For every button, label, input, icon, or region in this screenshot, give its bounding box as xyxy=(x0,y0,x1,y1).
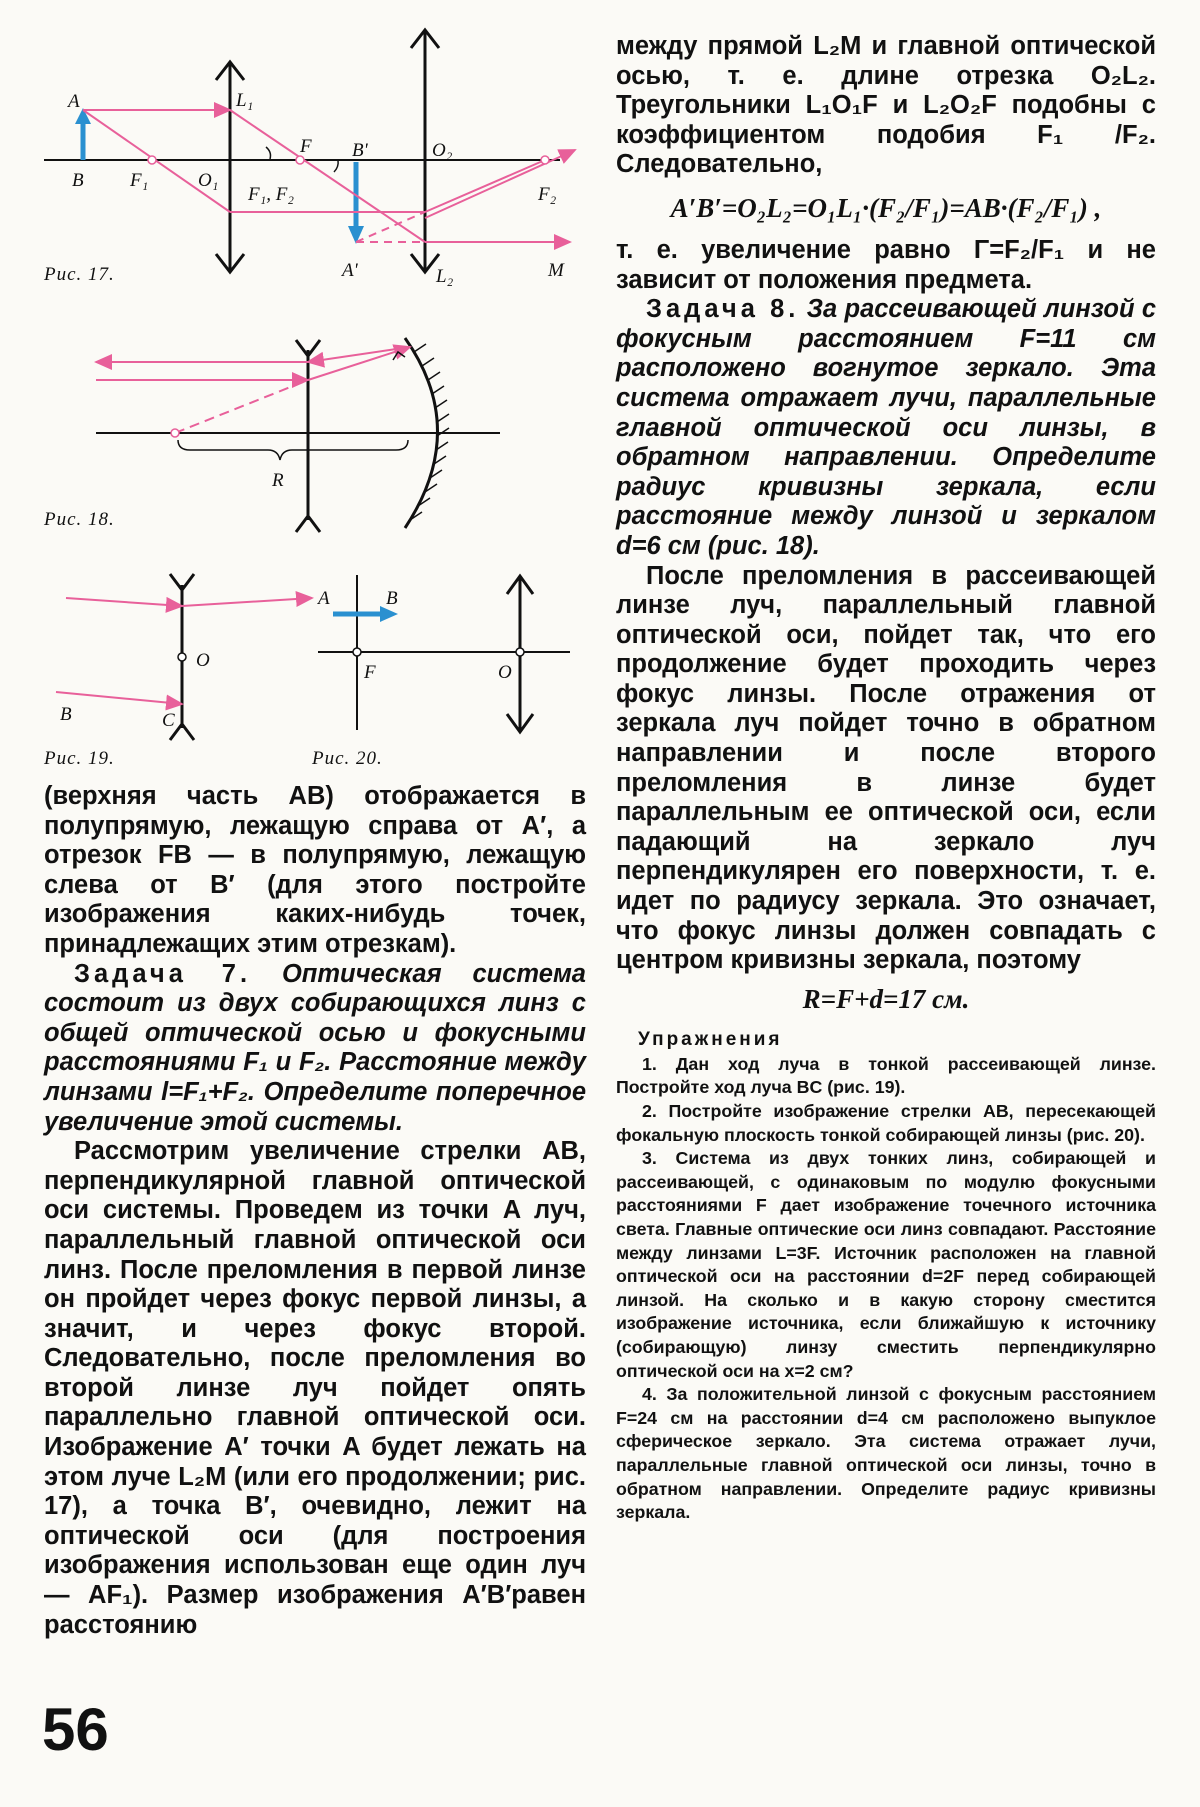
label-R: R xyxy=(272,470,284,491)
label-Bp: B' xyxy=(352,140,368,161)
exercise-3: 3. Система из двух тонких линз, собирающей и рассеивающей, с одинаковым по модулю фокусными расстояниями F дает изображение точечного источника света. Главные оптические оси линз совпадают. Расстояние между линзами L=3F. Источник расположен на главной оптической оси на расстоянии d=2F перед собирающей линзой. На сколько и в какую сторону сместится изображение источника, если ближайшую к источнику (собирающую) линзу сместить перпендикулярно оптической оси на x=2 см? xyxy=(616,1148,1156,1381)
left-column xyxy=(44,782,586,1640)
label-F2: F₂ xyxy=(538,184,557,205)
exercise-2: 2. Постройте изображение стрелки AB, пересекающей фокальную плоскость тонкой собирающей линзы (рис. 20). xyxy=(616,1101,1156,1145)
exercise-4: 4. За положительной линзой с фокусным расстоянием F=24 см на расстоянии d=4 см расположено выпуклое сферическое зеркало. Эта система отражает лучи, параллельные главной оптической оси линзы, точно в обратном направлении. Определите радиус кривизны зеркала. xyxy=(616,1384,1156,1523)
task-8 xyxy=(616,295,1156,561)
object-arrow-AB xyxy=(75,108,91,160)
caption-fig17: Рис. 17. xyxy=(44,264,115,285)
paragraph-continuation: между прямой L₂M и главной оптической осью, т. е. длине отрезка O₂L₂. Треугольники L₁O₁F и L₂O₂F подобны с коэффициентом подобия F₁ /F₂. Следовательно, xyxy=(616,32,1156,179)
label-B: B xyxy=(72,170,84,191)
label-A: A xyxy=(68,91,80,112)
label-B: B xyxy=(386,588,398,609)
label-B: B xyxy=(60,704,72,725)
solution-7: Рассмотрим увеличение стрелки AB, перпендикулярной главной оптической оси системы. Проведем из точки A луч, параллельный главной оптической оси линз. После преломления в первой линзе он пройдет через фокус первой линзы, а значит, и через фокус второй. Следовательно, после преломления во второй линзе луч пойдет опять параллельно главной оптической оси. Изображение A′ точки A будет лежать на этом луче L₂M (или его продолжении; рис. 17), а точка B′, очевидно, лежит на оптической оси (для построения изображения использован еще один луч — AF₁). Размер изображения A′B′равен расстоянию xyxy=(44,1137,586,1639)
page-number: 56 xyxy=(42,1696,109,1763)
task-8-label: Задача 8. xyxy=(646,295,800,324)
label-Ap: A' xyxy=(342,260,358,281)
label-A: A xyxy=(318,588,330,609)
label-O1: O₁ xyxy=(198,170,219,191)
label-O: O xyxy=(196,650,210,671)
rays xyxy=(83,110,575,242)
formula-magnification: A′B′=O₂L₂=O₁L₁·(F₂/F₁)=AB·(F₂/F₁) , xyxy=(670,192,1102,223)
exercises-heading: Упражнения xyxy=(638,1028,783,1050)
figure-17 xyxy=(44,30,575,287)
label-M: M xyxy=(548,260,564,281)
label-L1: L₁ xyxy=(236,90,254,111)
task-8-statement: За рассеивающей линзой с фокусным расстоянием F=11 см расположено вогнутое зеркало. Эта система отражает лучи, параллельные главной оптической оси линзы, в обратном направлении. Определите радиус кривизны зеркала, если расстояние между линзой и зеркалом d=6 см (рис. 18). xyxy=(616,295,1156,560)
figure-20 xyxy=(316,575,570,732)
label-O2: O₂ xyxy=(432,140,453,161)
task-7 xyxy=(44,960,586,1138)
paragraph-result: т. е. увеличение равно Γ=F₂/F₁ и не зависит от положения предмета. xyxy=(616,235,1156,294)
paragraph-continuation: (верхняя часть AB) отображается в полупрямую, лежащую справа от A′, а отрезок FB — в полупрямую, лежащую слева от B′ (для этого постройте изображения каких-нибудь точек, принадлежащих этим отрезкам). xyxy=(44,782,586,958)
rays xyxy=(96,347,410,433)
label-C: C xyxy=(162,710,175,731)
label-F: F xyxy=(300,136,312,157)
label-O: O xyxy=(498,662,512,683)
diverging-lens xyxy=(296,340,320,532)
figures-canvas xyxy=(0,0,600,775)
rays xyxy=(56,598,312,704)
exercise-1: 1. Дан ход луча в тонкой рассеивающей линзе. Постройте ход луча BC (рис. 19). xyxy=(616,1053,1156,1098)
solution-8: После преломления в рассеивающей линзе луч, параллельный главной оптической оси, пойдет так, что его продолжение будет проходить через фокус линзы. После отражения от зеркала луч пойдет точно в обратном направлении и после второго преломления в линзе будет параллельным ее оптической оси, если падающий на зеркало луч перпендикулярен его поверхности, т. е. идет по радиусу зеркала. Это означает, что фокус линзы должен совпадать с центром кривизны зеркала, поэтому xyxy=(616,561,1156,975)
label-F1F2: F₁, F₂ xyxy=(248,184,294,205)
right-column xyxy=(616,32,1156,1525)
label-L2: L₂ xyxy=(436,266,454,287)
figure-19 xyxy=(56,574,312,740)
task-7-label: Задача 7. xyxy=(74,959,252,988)
label-F1: F₁ xyxy=(130,170,149,191)
task-7-statement: Оптическая система состоит из двух собирающихся линз с общей оптической осью и фокусными расстояниями F₁ и F₂. Расстояние между линзами l=F₁+F₂. Определите поперечное увеличение этой системы. xyxy=(44,959,586,1136)
figure-18 xyxy=(96,338,500,532)
image-arrow-ApBp xyxy=(348,162,364,244)
caption-fig20: Рис. 20. xyxy=(312,748,383,769)
caption-fig18: Рис. 18. xyxy=(44,509,115,530)
label-F: F xyxy=(364,662,376,683)
formula-radius: R=F+d=17 см. xyxy=(802,983,970,1014)
caption-fig19: Рис. 19. xyxy=(44,748,115,769)
